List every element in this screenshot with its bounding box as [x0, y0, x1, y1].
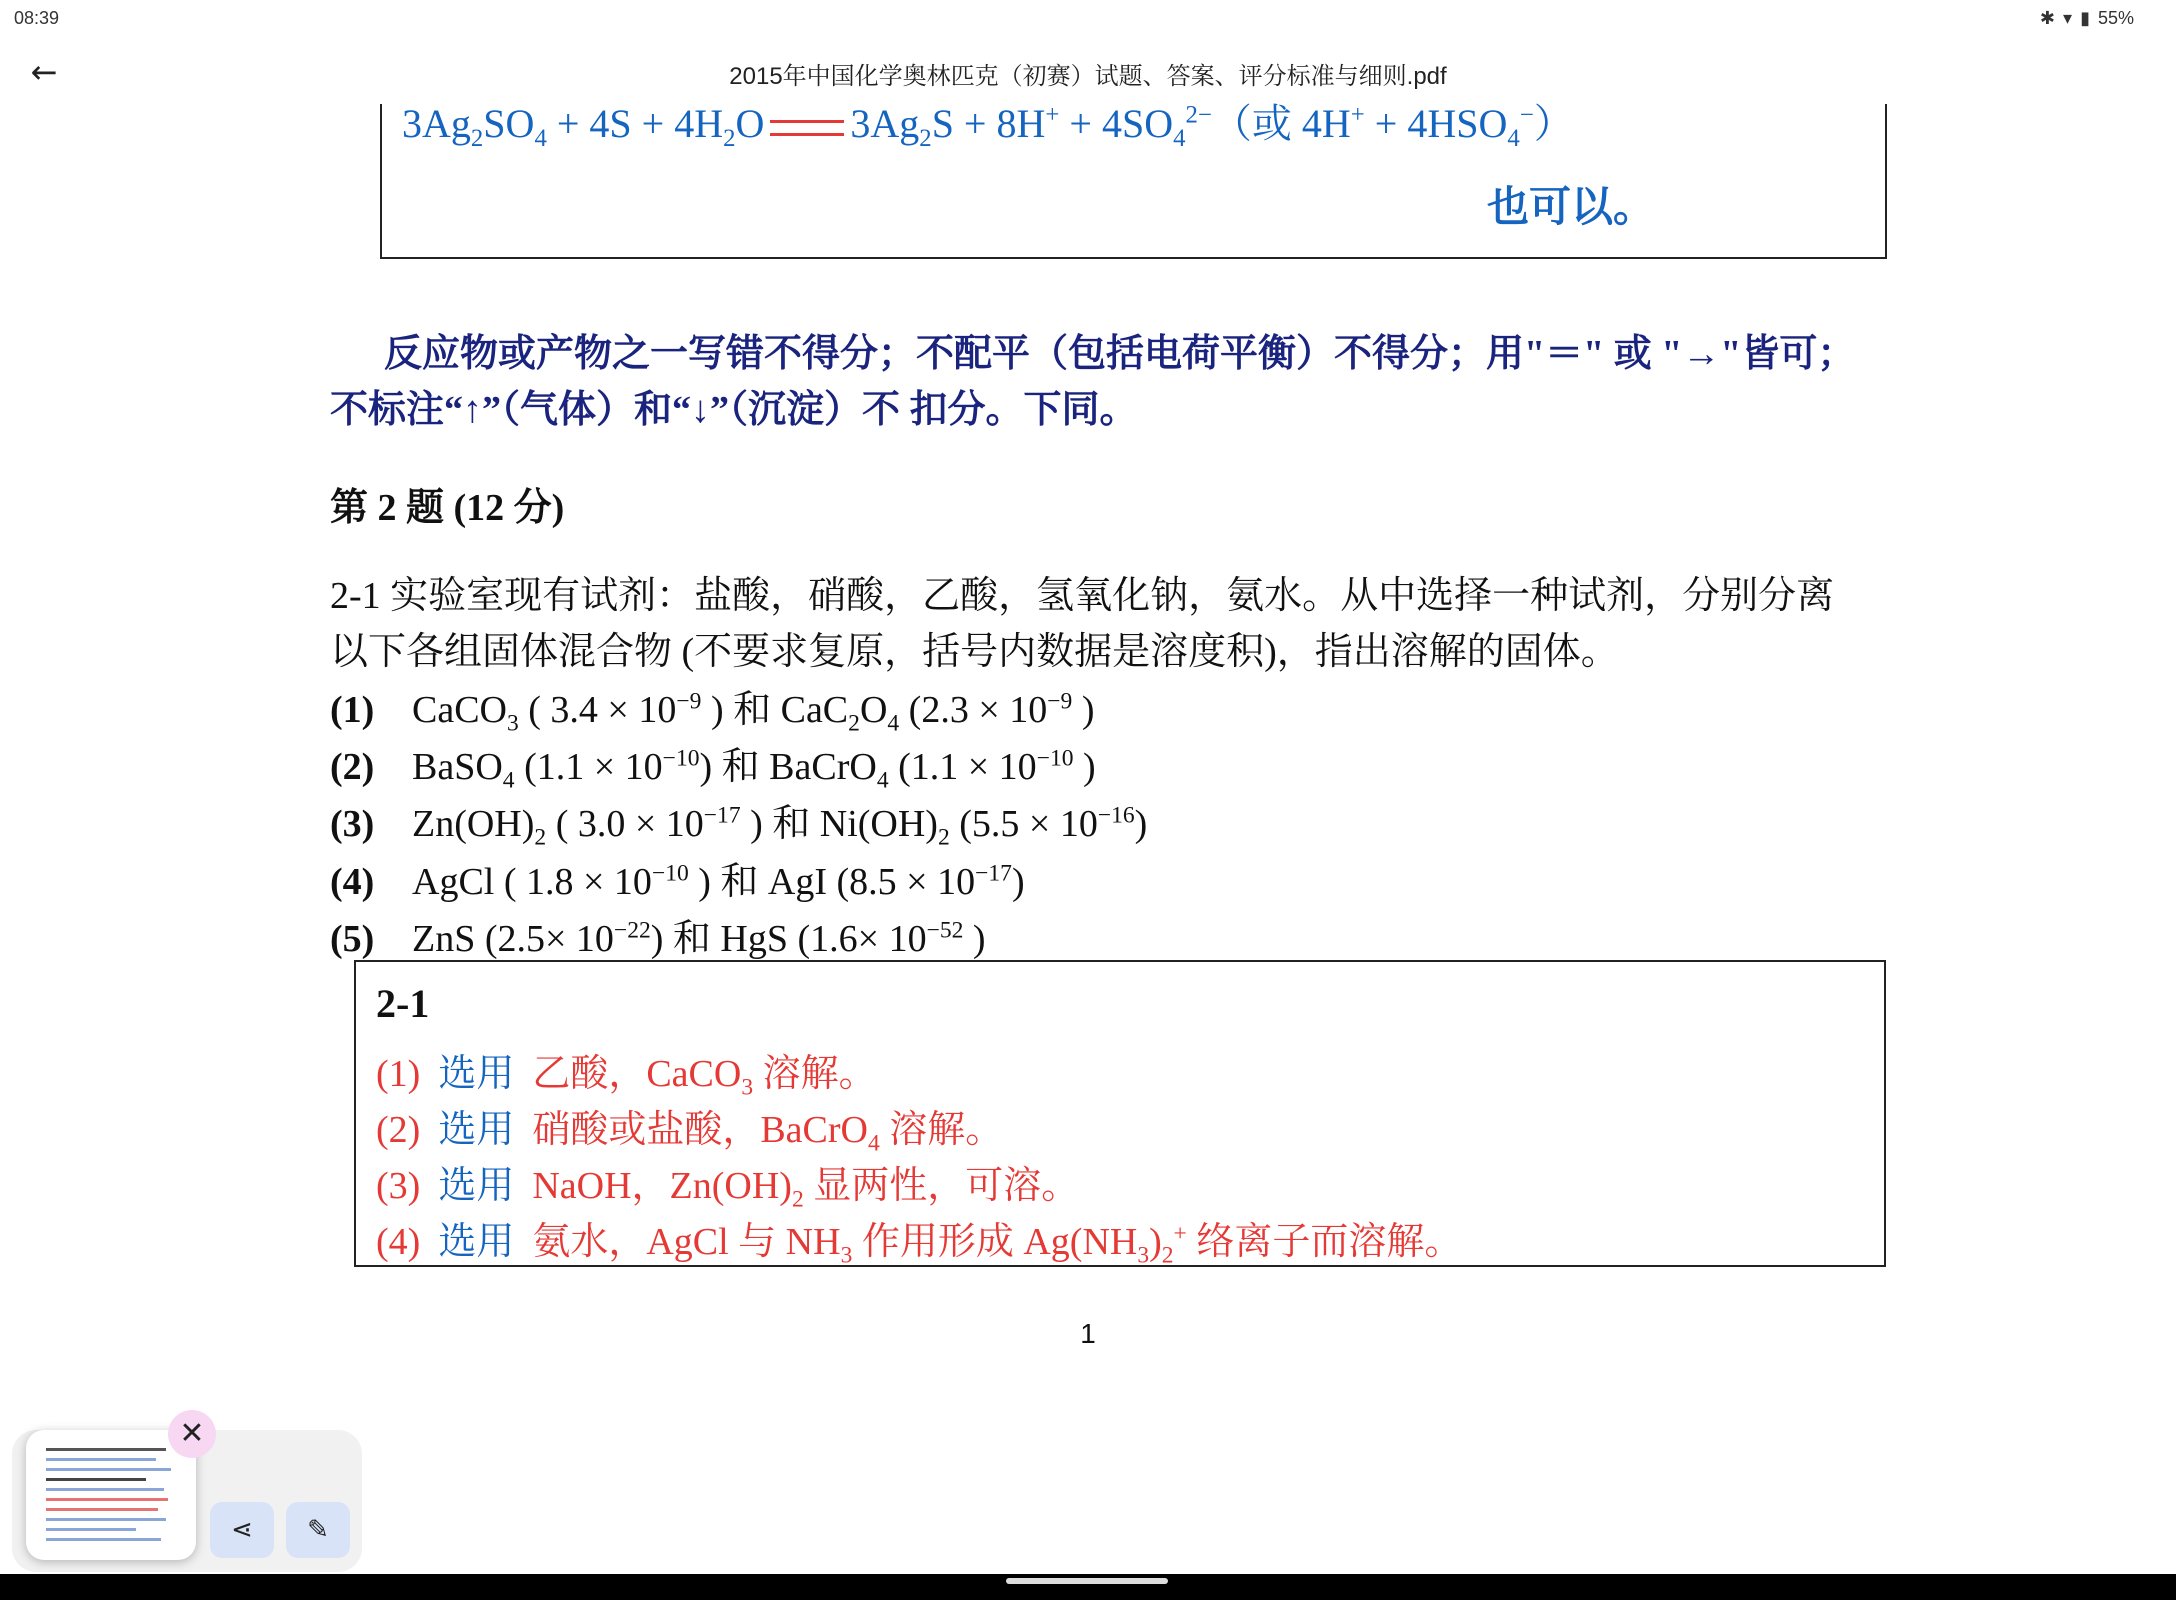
question-item: (2) BaSO$_4$ $(1.1 \times 10^{-10})$ 和 BaCrO$_4$ ($1.1 \times 10^{-10}$ ): [330, 745, 1096, 794]
answer-line: (4) 选用 氨水，AgCl 与 $NH_3$ 作用形成 $Ag(NH_3)_2^+$ 络离子而溶解。: [376, 1220, 1463, 1269]
also-acceptable: 也可以。: [1486, 185, 1655, 231]
answer-box-2: [354, 960, 1886, 1267]
question-intro-line1: 2-1 实验室现有试剂：盐酸，硝酸，乙酸，氢氧化钠，氨水。从中选择一种试剂，分别分离: [330, 575, 1835, 617]
question-heading: 第 2 题 (12 分): [330, 487, 565, 529]
home-gesture-handle[interactable]: [1006, 1578, 1168, 1584]
grading-rule-line1: 反应物或产物之一写错不得分；不配平（包括电荷平衡）不得分；用"＝" 或 "→"皆可；: [384, 333, 1856, 375]
battery-icon: ▮: [2080, 8, 2090, 28]
equation: $3Ag_2SO_4 + 4S + 4H_2O$ $3Ag_2S + 8H^+ + 4SO_4^{2-}$（或 $4H^+ + 4HSO_4^-$）: [402, 101, 1574, 152]
equals-sign: [770, 120, 844, 136]
status-bar: [0, 0, 2176, 40]
share-icon[interactable]: ⋖: [210, 1502, 274, 1558]
answer-line: (2) 选用 硝酸或盐酸，BaCrO$_4$ 溶解。: [376, 1109, 1004, 1157]
answer-heading: 2-1: [376, 981, 430, 1026]
edit-pencil-icon[interactable]: ✎: [286, 1502, 350, 1558]
status-icons: [2040, 8, 2134, 29]
question-item: (1) CaCO$_3$ ( $3.4 \times 10^{-9}$ ) 和 $CaC_2O_4$ ($2.3 \times 10^{-9}$ ): [330, 688, 1095, 737]
page-number: 1: [1080, 1318, 1096, 1349]
close-icon[interactable]: ✕: [168, 1410, 216, 1458]
answer-line: (3) 选用 NaOH，$Zn(OH)_2$ 显两性，可溶。: [376, 1165, 1080, 1213]
back-arrow-icon[interactable]: ←: [30, 53, 58, 91]
battery-level: 55%: [2097, 8, 2134, 28]
clock: 08:39: [14, 8, 60, 28]
question-item: (4) AgCl ( $1.8 \times 10^{-10}$ ) 和 AgI $(8.5 \times 10^{-17})$: [330, 860, 1025, 903]
grading-rule-line2: 不标注“↑”（气体）和“↓”（沉淀）不 扣分。下同。: [330, 389, 1138, 431]
screenshot-thumbnail[interactable]: [26, 1430, 196, 1560]
answer-box-1: [380, 101, 1887, 259]
question-intro-line2: 以下各组固体混合物 (不要求复原，括号内数据是溶度积)，指出溶解的固体。: [330, 631, 1619, 673]
question-item: (3) $Zn(OH)_2$ ( $3.0 \times 10^{-17}$ ) 和 $Ni(OH)_2$ $(5.5 \times 10^{-16})$: [330, 802, 1148, 851]
bluetooth-icon: ✱: [2039, 8, 2056, 28]
document-title: 2015年中国化学奥林匹克（初赛）试题、答案、评分标准与细则.pdf: [729, 63, 1447, 90]
wifi-icon: ▾: [2063, 8, 2073, 28]
question-item: (5) ZnS $(2.5\times 10^{-22})$ 和 HgS ($1.6\times 10^{-52}$ ): [330, 917, 986, 960]
answer-line: (1) 选用 乙酸，CaCO$_3$ 溶解。: [376, 1053, 877, 1101]
pdf-page: [0, 101, 2176, 1574]
